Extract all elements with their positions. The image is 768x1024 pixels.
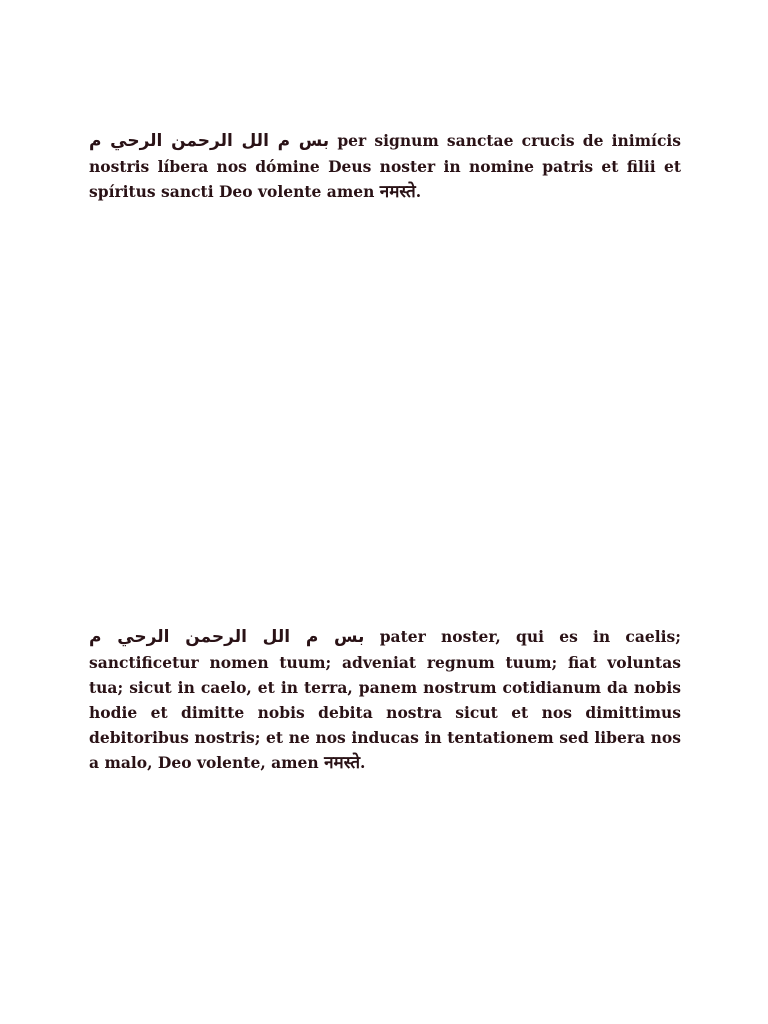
paragraph-invocation bbox=[89, 128, 681, 205]
paragraph-pater-noster bbox=[89, 624, 681, 776]
devanagari-greeting: नमस्ते bbox=[379, 181, 416, 202]
final-punctuation: . bbox=[360, 752, 366, 772]
final-punctuation: . bbox=[415, 181, 422, 201]
arabic-basmala: بس م الل الرحمن الرحي م bbox=[89, 626, 365, 647]
latin-text: per signum sanctae crucis de inimícis nostris líbera nos dómine Deus noster in nomine patris et filii et spíritus sancti Deo volente amen bbox=[89, 130, 681, 201]
devanagari-greeting: नमस्ते bbox=[324, 752, 361, 773]
latin-text: pater noster, qui es in caelis; sanctificetur nomen tuum; adveniat regnum tuum; fiat voluntas tua; sicut in caelo, et in terra, panem nostrum cotidianum da nobis hodie et dimitte nobis debita nostra sicut et nos dimittimus debitoribus nostris; et ne nos inducas in tentationem sed libera nos a malo, Deo volente, amen bbox=[89, 626, 681, 772]
arabic-basmala: بس م الل الرحمن الرحي م bbox=[89, 130, 330, 151]
